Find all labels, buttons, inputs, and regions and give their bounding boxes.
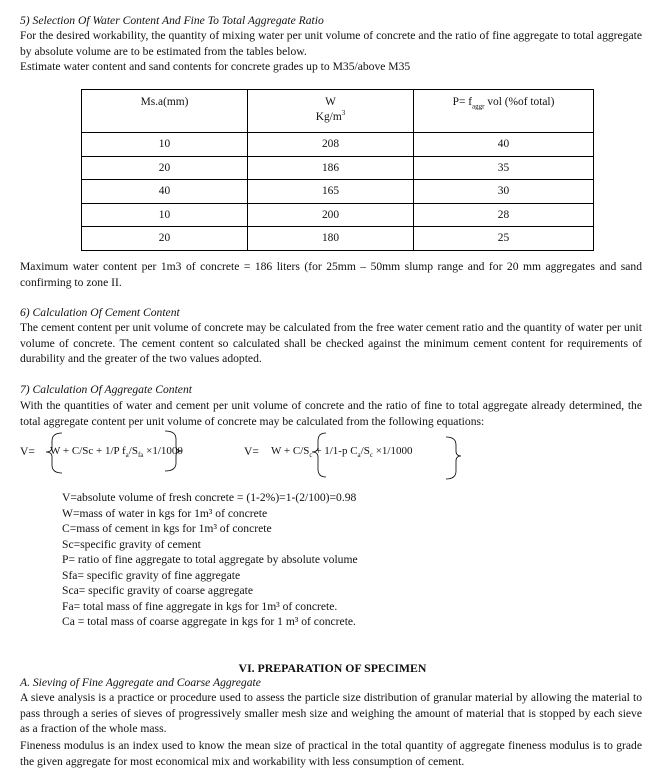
cell-aggregate-size: 10 [82,203,248,227]
cell-ratio: 28 [414,203,594,227]
header-ratio-prefix: P= f [452,96,473,108]
equation-2 [244,444,259,459]
eq1-term-a: W + C/Sc [50,445,94,457]
eq1-sub-a: a [125,451,129,460]
definition-line: Fa= total mass of fine aggregate in kgs for 1m³ of concrete. [62,600,338,613]
header-water-unit: Kg/m [315,111,342,123]
fineness-modulus-paragraph: Fineness modulus is an index used to know the mean size of practical in the total quantity of aggregate fineness modulus is to grade the given aggregate for most economical mix and workability with less consumption of cement. [20,739,642,768]
definition-line: P= ratio of fine aggregate to total aggregate by absolute volume [62,553,358,566]
section-5-paragraph: For the desired workability, the quantity of mixing water per unit volume of concrete and the ratio of fine aggregate to total aggregate by absolute volume are to be estimated from the tables below. [20,29,642,58]
equation-1-body [50,444,183,459]
cell-water: 186 [248,156,414,180]
definition-line: Sc=specific gravity of cement [62,538,201,551]
definition-line: V=absolute volume of fresh concrete = (1-2%)=1-(2/100)=0.98 [62,491,357,504]
eq2-lhs: V= [244,445,259,458]
cell-aggregate-size: 20 [82,227,248,251]
definition-line: C=mass of cement in kgs for 1m³ of concrete [62,522,272,535]
eq2-sub-c: c [309,451,313,460]
max-water-note: Maximum water content per 1m3 of concrete = 186 liters (for 25mm – 50mm slump range and for 20 mm aggregates and sand confirming to zone II. [20,260,642,289]
table-header-row [82,90,594,133]
eq2-term-e: /S [360,445,370,457]
cell-water: 165 [248,180,414,204]
section-a-heading: A. Sieving of Fine Aggregate and Coarse Aggregate [20,676,261,689]
eq1-sub-fa: fa [137,451,144,460]
equation-1 [20,444,35,459]
table-row [82,156,594,180]
cell-aggregate-size: 10 [82,133,248,157]
water-content-table [81,89,594,251]
cell-water: 200 [248,203,414,227]
eq1-lhs: V= [20,445,35,458]
table-row [82,133,594,157]
section-7-paragraph: With the quantities of water and cement per unit volume of concrete and the ratio of fine to total aggregate already determined, the total aggregate content per unit volume of concrete may be calculated from the following equations: [20,399,642,428]
header-ratio-suffix: vol (%of total) [484,96,555,108]
equation-2-body [271,444,412,459]
header-water-symbol: W [325,96,336,108]
definition-line: Sca= specific gravity of coarse aggregate [62,584,253,597]
definition-line: W=mass of water in kgs for 1m³ of concrete [62,507,268,520]
cell-aggregate-size: 20 [82,156,248,180]
eq2-term-a: W + C/S [271,445,310,457]
eq2-factor: ×1/1000 [372,445,413,457]
cell-water: 180 [248,227,414,251]
header-max-aggregate-size: Ms.a(mm) [82,90,248,133]
header-ratio-subscript: aggr [472,102,485,111]
cell-aggregate-size: 40 [82,180,248,204]
eq2-right-brace [446,437,461,479]
table-row [82,227,594,251]
eq1-term-d: /S [128,445,138,457]
table-row [82,203,594,227]
cell-ratio: 25 [414,227,594,251]
eq2-sub-a: a [357,451,361,460]
cell-ratio: 40 [414,133,594,157]
section-6-heading: 6) Calculation Of Cement Content [20,306,180,319]
eq2-term-c: + 1/1-p C [312,445,358,457]
section-5-heading: 5) Selection Of Water Content And Fine To Total Aggregate Ratio [20,14,324,27]
header-water-unit-exponent: 3 [341,109,346,118]
table-row [82,180,594,204]
header-fine-aggregate-ratio [414,90,594,133]
definition-line: Ca = total mass of coarse aggregate in kgs for 1 m³ of concrete. [62,615,356,628]
section-7-heading: 7) Calculation Of Aggregate Content [20,383,192,396]
cell-ratio: 35 [414,156,594,180]
section-vi-heading: VI. PREPARATION OF SPECIMEN [238,661,427,675]
header-water [248,90,414,133]
section-6-paragraph: The cement content per unit volume of concrete may be calculated from the free water cement ratio and the quantity of water per unit volume of concrete. The cement content so calculated shall be checked against the minimum cement content for requirements of durability and the greater of the two values adopted. [20,321,642,365]
section-a-paragraph: A sieve analysis is a practice or procedure used to assess the particle size distribution of granular material by allowing the material to pass through a series of sieves of progressively smaller mesh size and weighing the amount of material that is stopped by each sieve as a fraction of the whole mass. [20,691,642,735]
cell-water: 208 [248,133,414,157]
eq1-term-b: + 1/P f [93,445,126,457]
eq1-factor: ×1/1000 [143,445,183,457]
eq2-sub-c2: c [369,451,373,460]
cell-ratio: 30 [414,180,594,204]
definition-line: Sfa= specific gravity of fine aggregate [62,569,241,582]
section-5-note: Estimate water content and sand contents for concrete grades up to M35/above M35 [20,60,411,73]
